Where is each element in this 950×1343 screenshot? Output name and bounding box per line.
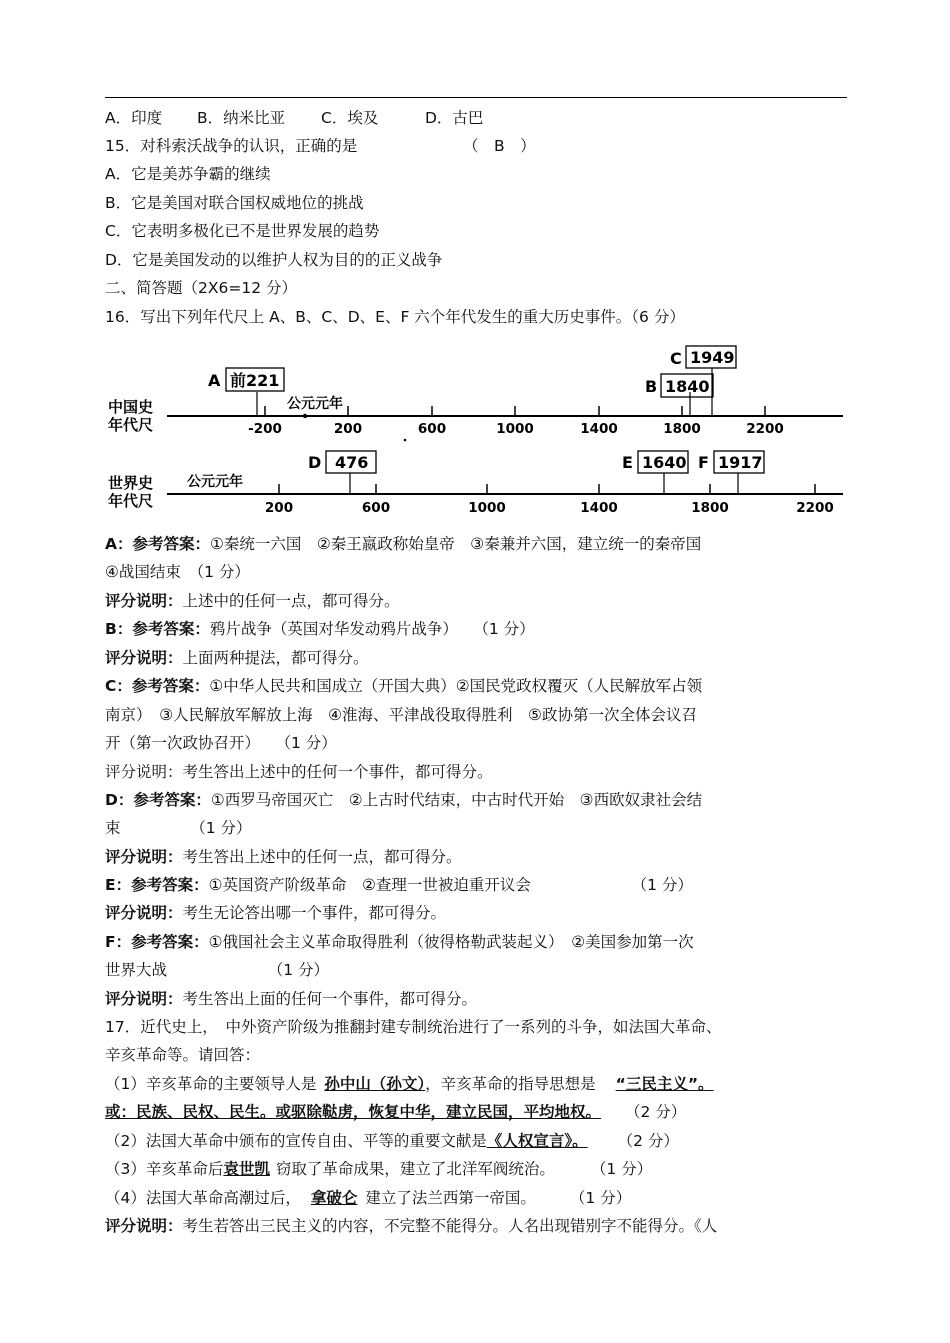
answer-c: C：参考答案：①中华人民共和国成立（开国大典）②国民党政权覆灭（人民解放军占领 xyxy=(105,677,703,695)
world-tick-label: 200 xyxy=(264,500,294,516)
marker-c-year: 1949 xyxy=(690,348,735,367)
marker-c-letter: C xyxy=(670,349,682,368)
marker-d-letter: D xyxy=(308,453,322,472)
q15-answer: （ B ） xyxy=(463,137,536,155)
q17-stem: 17．近代史上， 中外资产阶级为推翻封建专制统治进行了一系列的斗争，如法国大革命、 xyxy=(105,1018,722,1036)
answer-napoleon: 拿破仑 xyxy=(310,1189,358,1207)
q17-part1: （1）辛亥革命的主要领导人是 孙中山（孙文），辛亥革命的指导思想是 “三民主义”。 xyxy=(105,1075,714,1093)
answer-d: D：参考答案：①西罗马帝国灭亡 ②上古时代结束，中古时代开始 ③西欧奴隶社会结 xyxy=(105,791,703,809)
marker-f-letter: F xyxy=(698,453,709,472)
china-label-1: 中国史 xyxy=(108,398,154,416)
q14-option-d: D．古巴 xyxy=(425,109,484,127)
q15-option-d: D．它是美国发动的以维护人权为目的的正义战争 xyxy=(105,251,443,269)
q14-option-c: C．埃及 xyxy=(321,109,379,127)
q17-part2: （2）法国大革命中颁布的宣传自由、平等的重要文献是《人权宣言》。 （2 分） xyxy=(105,1132,679,1150)
note-a: 评分说明：上述中的任何一点，都可得分。 xyxy=(105,592,400,610)
world-tick-label: 1000 xyxy=(468,500,506,516)
note-c: 评分说明：考生答出上述中的任何一个事件，都可得分。 xyxy=(105,763,493,781)
china-tick-label: 1400 xyxy=(580,421,618,437)
section-title: 二、简答题（2X6=12 分） xyxy=(105,279,297,297)
answer-sun-yat-sen: 孙中山（孙文） xyxy=(324,1075,426,1093)
q16-stem: 16．写出下列年代尺上 A、B、C、D、E、F 六个年代发生的重大历史事件。（6 分） xyxy=(105,308,685,326)
answer-f-cont: 世界大战 （1 分） xyxy=(105,961,330,979)
china-tick-label: -200 xyxy=(248,421,282,437)
note-b: 评分说明：上面两种提法，都可得分。 xyxy=(105,649,369,667)
answer-declaration: 《人权宣言》。 xyxy=(486,1132,588,1150)
china-tick-label: 600 xyxy=(417,421,447,437)
q17-note: 评分说明：考生若答出三民主义的内容，不完整不能得分。人名出现错别字不能得分。《人 xyxy=(105,1217,718,1235)
answer-a-cont: ④战国结束 （1 分） xyxy=(105,563,250,581)
q15-option-a: A．它是美苏争霸的继续 xyxy=(105,165,271,183)
answer-a: A：参考答案：①秦统一六国 ②秦王嬴政称始皇帝 ③秦兼并六国，建立统一的秦帝国 xyxy=(105,535,702,553)
china-tick-label: 1000 xyxy=(496,421,534,437)
china-label-2: 年代尺 xyxy=(108,416,154,434)
timeline-figure xyxy=(105,340,845,518)
note-f: 评分说明：考生答出上面的任何一个事件，都可得分。 xyxy=(105,990,478,1008)
answer-b: B：参考答案：鸦片战争（英国对华发动鸦片战争） （1 分） xyxy=(105,620,535,638)
marker-b-year: 1840 xyxy=(665,377,710,396)
answer-c-cont2: 开（第一次政协召开） （1 分） xyxy=(105,734,337,752)
q17-part4: （4）法国大革命高潮过后， 拿破仑 建立了法兰西第一帝国。 （1 分） xyxy=(105,1189,632,1207)
q14-options xyxy=(105,108,850,128)
q17-stem-cont: 辛亥革命等。请回答： xyxy=(105,1046,261,1064)
note-d: 评分说明：考生答出上述中的任何一点，都可得分。 xyxy=(105,848,462,866)
answer-e: E：参考答案：①英国资产阶级革命 ②查理一世被迫重开议会 （1 分） xyxy=(105,876,693,894)
world-tick-label: 1800 xyxy=(691,500,729,516)
answer-three-principles-content: 或：民族、民权、民生。或驱除鞑虏，恢复中华，建立民国，平均地权。 xyxy=(105,1103,602,1121)
china-tick-label: 1800 xyxy=(663,421,701,437)
q14-option-a: A．印度 xyxy=(105,109,163,127)
q17-part3: （3）辛亥革命后袁世凯 窃取了革命成果，建立了北洋军阀统治。 （1 分） xyxy=(105,1160,653,1178)
answer-yuan-shikai: 袁世凯 xyxy=(223,1160,270,1178)
world-label-2: 年代尺 xyxy=(108,492,154,510)
marker-d-year: 476 xyxy=(335,453,369,472)
answer-c-cont: 南京） ③人民解放军解放上海 ④淮海、平津战役取得胜利 ⑤政协第一次全体会议召 xyxy=(105,706,697,724)
marker-a-letter: A xyxy=(208,371,221,390)
china-era-label: 公元元年 xyxy=(287,396,343,412)
world-tick-label: 2200 xyxy=(796,500,834,516)
china-era-dot xyxy=(303,414,307,418)
q15-stem: 15．对科索沃战争的认识，正确的是 xyxy=(105,137,358,155)
marker-a-year: 前221 xyxy=(230,371,280,390)
world-label-1: 世界史 xyxy=(108,474,154,492)
world-tick-label: 600 xyxy=(361,500,391,516)
marker-e-year: 1640 xyxy=(642,453,687,472)
note-e: 评分说明：考生无论答出哪一个事件，都可得分。 xyxy=(105,904,447,922)
q15-option-b: B．它是美国对联合国权威地位的挑战 xyxy=(105,194,364,212)
marker-b-letter: B xyxy=(645,377,658,396)
answer-d-cont: 束 （1 分） xyxy=(105,819,252,837)
marker-f-year: 1917 xyxy=(718,453,763,472)
china-tick-label: 200 xyxy=(333,421,363,437)
marker-e-letter: E xyxy=(622,453,633,472)
china-tick-label: 2200 xyxy=(746,421,784,437)
q15-option-c: C．它表明多极化已不是世界发展的趋势 xyxy=(105,222,380,240)
q15-stem-line xyxy=(105,136,850,156)
q17-part1-cont: 或：民族、民权、民生。或驱除鞑虏，恢复中华，建立民国，平均地权。 （2 分） xyxy=(105,1103,687,1121)
answer-three-principles: “三民主义”。 xyxy=(615,1075,714,1093)
dot xyxy=(404,439,407,442)
world-tick-label: 1400 xyxy=(580,500,618,516)
q14-option-b: B．纳米比亚 xyxy=(197,109,286,127)
world-era-label: 公元元年 xyxy=(187,474,243,490)
header-rule xyxy=(105,97,847,98)
answer-f: F：参考答案：①俄国社会主义革命取得胜利（彼得格勒武装起义） ②美国参加第一次 xyxy=(105,933,694,951)
